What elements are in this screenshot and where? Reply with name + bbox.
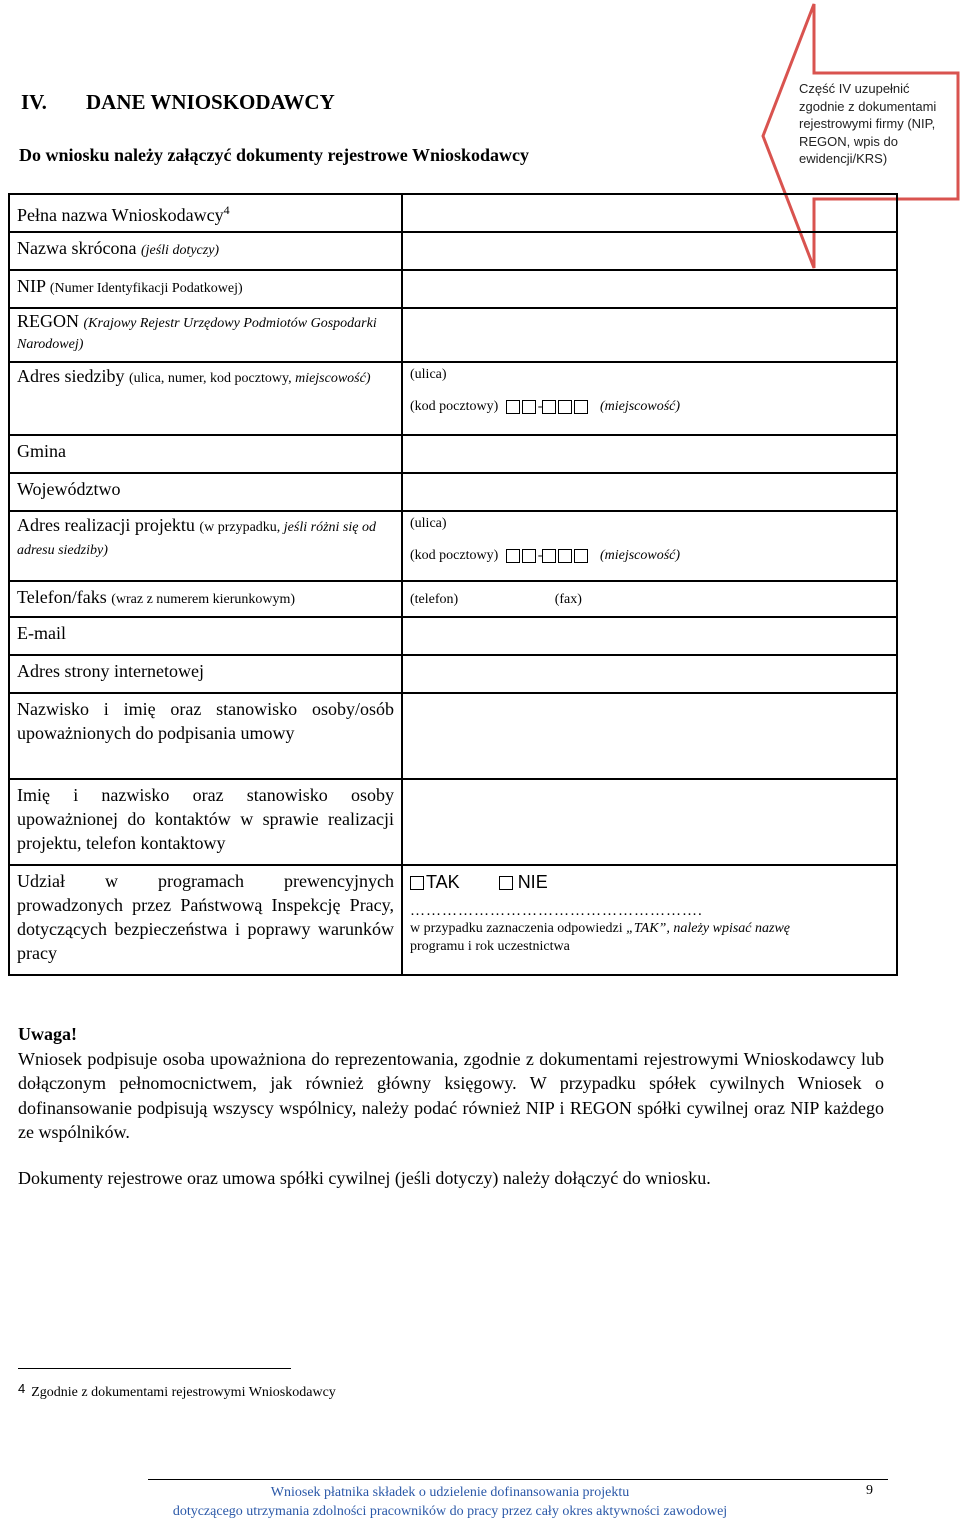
label-contact: Imię i nazwisko oraz stanowisko osoby upoważnionej do kontaktów w sprawie realizacji projektu, telefon kontaktowy: [9, 779, 402, 865]
city-caption: (miejscowość): [599, 548, 681, 563]
label-project-address: [9, 511, 402, 581]
field-programs: [402, 865, 897, 975]
label-website: Adres strony internetowej: [9, 655, 402, 693]
label-text: REGON: [17, 311, 84, 331]
postal-digit-box[interactable]: [506, 549, 520, 563]
footnote-number: 4: [18, 1381, 26, 1396]
documents-note: Dokumenty rejestrowe oraz umowa spółki cywilnej (jeśli dotyczy) należy dołączyć do wniosku.: [18, 1168, 711, 1188]
label-text: Pełna nazwa Wnioskodawcy: [17, 205, 224, 225]
option-nie-label: NIE: [517, 872, 548, 892]
footnote-text: Zgodnie z dokumentami rejestrowymi Wnioskodawcy: [31, 1385, 336, 1400]
label-email: E-mail: [9, 617, 402, 655]
label-text: Adres siedziby: [17, 366, 129, 386]
label-programs: Udział w programach prewencyjnych prowadzonych przez Państwową Inspekcję Pracy, dotyczących bezpieczeństwa i poprawy warunków pracy: [9, 865, 402, 975]
footer-separator: [148, 1479, 888, 1480]
footer-line-1: Wniosek płatnika składek o udzielenie dofinansowania projektu: [270, 1485, 630, 1500]
footer-text: [130, 1483, 770, 1521]
field-website[interactable]: [402, 655, 897, 693]
postal-digit-box[interactable]: [542, 549, 556, 563]
label-note: (w przypadku,: [199, 520, 284, 535]
field-gmina[interactable]: [402, 435, 897, 473]
postal-dash: -: [537, 548, 543, 563]
label-text: Adres realizacji projektu: [17, 515, 200, 535]
postal-digit-box[interactable]: [574, 549, 588, 563]
note-body: Wniosek podpisuje osoba upoważniona do reprezentowania, zgodnie z dokumentami rejestrowymi Wnioskodawcy lub dołączonym pełnomocnictwem, jak również główny księgowy. W przypadku spółek cywilnych Wniosek o dofinansowanie podpisują wszyscy wspólnicy, należy podać również NIP i REGON spółki cywilnej oraz NIP każdego ze wspólników.: [18, 1049, 884, 1142]
program-note-pre: w przypadku zaznaczenia odpowiedzi: [410, 921, 627, 936]
applicant-data-table: [8, 193, 898, 976]
row-short-name: [9, 232, 897, 270]
postal-digit-box[interactable]: [574, 400, 588, 414]
label-text: Telefon/faks: [17, 587, 112, 607]
label-nip: [9, 270, 402, 308]
program-note: [410, 920, 889, 938]
row-website: [9, 655, 897, 693]
label-note: (Krajowy Rejestr Urzędowy Podmiotów Gospodarki Narodowej): [17, 316, 377, 352]
label-note: (wraz z numerem kierunkowym): [111, 592, 296, 607]
postal-caption: (kod pocztowy): [410, 548, 499, 563]
row-contact: [9, 779, 897, 865]
label-short-name: [9, 232, 402, 270]
field-address[interactable]: [402, 362, 897, 435]
row-signatories: [9, 693, 897, 779]
field-phone[interactable]: [402, 581, 897, 617]
section-title: DANE WNIOSKODAWCY: [86, 90, 335, 114]
field-regon[interactable]: [402, 308, 897, 362]
label-text: Nazwa skrócona: [17, 238, 141, 258]
row-project-address: [9, 511, 897, 581]
footnote-separator: [18, 1368, 291, 1369]
yes-no-options: [410, 870, 889, 894]
program-note-em: „TAK”, należy wpisać nazwę: [626, 921, 790, 936]
postal-caption: (kod pocztowy): [410, 399, 499, 414]
checkbox-tak[interactable]: [410, 876, 424, 890]
row-programs: [9, 865, 897, 975]
label-address: [9, 362, 402, 435]
fax-caption: (fax): [554, 592, 582, 607]
section-number: IV.: [21, 90, 47, 114]
label-note: (Numer Identyfikacji Podatkowej): [49, 281, 243, 296]
footnote-ref: 4: [223, 203, 230, 217]
option-tak-label: TAK: [426, 872, 460, 892]
label-full-name: [9, 194, 402, 232]
label-gmina: Gmina: [9, 435, 402, 473]
label-signatories: Nazwisko i imię oraz stanowisko osoby/osób upoważnionych do podpisania umowy: [9, 693, 402, 779]
row-nip: [9, 270, 897, 308]
section-subtitle: Do wniosku należy załączyć dokumenty rejestrowe Wnioskodawcy: [19, 145, 529, 165]
postal-digit-box[interactable]: [558, 549, 572, 563]
field-project-address[interactable]: [402, 511, 897, 581]
row-regon: [9, 308, 897, 362]
postal-digit-box[interactable]: [506, 400, 520, 414]
row-gmina: [9, 435, 897, 473]
field-short-name[interactable]: [402, 232, 897, 270]
city-caption: (miejscowość): [599, 399, 681, 414]
label-note-2: miejscowość): [295, 371, 371, 386]
field-full-name[interactable]: [402, 194, 897, 232]
postal-digit-box[interactable]: [542, 400, 556, 414]
label-note-2: jeśli różni się od adresu siedziby): [17, 520, 376, 558]
field-nip[interactable]: [402, 270, 897, 308]
program-name-field[interactable]: ……………………………………………….: [410, 903, 703, 919]
row-full-name: [9, 194, 897, 232]
postal-line: [410, 547, 889, 565]
label-text: NIP: [17, 276, 50, 296]
callout-text: Część IV uzupełnić zgodnie z dokumentami rejestrowymi firmy (NIP, REGON, wpis do ewidencji/KRS): [799, 81, 937, 166]
postal-line: [410, 398, 889, 416]
row-email: [9, 617, 897, 655]
field-contact[interactable]: [402, 779, 897, 865]
street-caption: (ulica): [410, 516, 447, 531]
field-wojewodztwo[interactable]: [402, 473, 897, 511]
phone-caption: (telefon): [410, 592, 459, 607]
field-email[interactable]: [402, 617, 897, 655]
label-phone: [9, 581, 402, 617]
label-note: (ulica, numer, kod pocztowy,: [128, 371, 296, 386]
page-number: 9: [866, 1483, 873, 1498]
street-caption: (ulica): [410, 367, 447, 382]
row-phone: [9, 581, 897, 617]
row-address: [9, 362, 897, 435]
field-signatories[interactable]: [402, 693, 897, 779]
row-wojewodztwo: [9, 473, 897, 511]
note-title: Uwaga!: [18, 1024, 77, 1044]
checkbox-nie[interactable]: [499, 876, 513, 890]
footnote: [18, 1381, 336, 1401]
postal-digit-box[interactable]: [558, 400, 572, 414]
label-wojewodztwo: Województwo: [9, 473, 402, 511]
postal-digit-box[interactable]: [522, 549, 536, 563]
postal-dash: -: [537, 399, 543, 414]
footer-line-2: dotyczącego utrzymania zdolności pracowników do pracy przez cały okres aktywności zawodowej: [172, 1504, 728, 1519]
postal-digit-box[interactable]: [522, 400, 536, 414]
label-regon: [9, 308, 402, 362]
program-note-2: programu i rok uczestnictwa: [410, 939, 570, 954]
label-note: (jeśli dotyczy): [140, 243, 220, 258]
